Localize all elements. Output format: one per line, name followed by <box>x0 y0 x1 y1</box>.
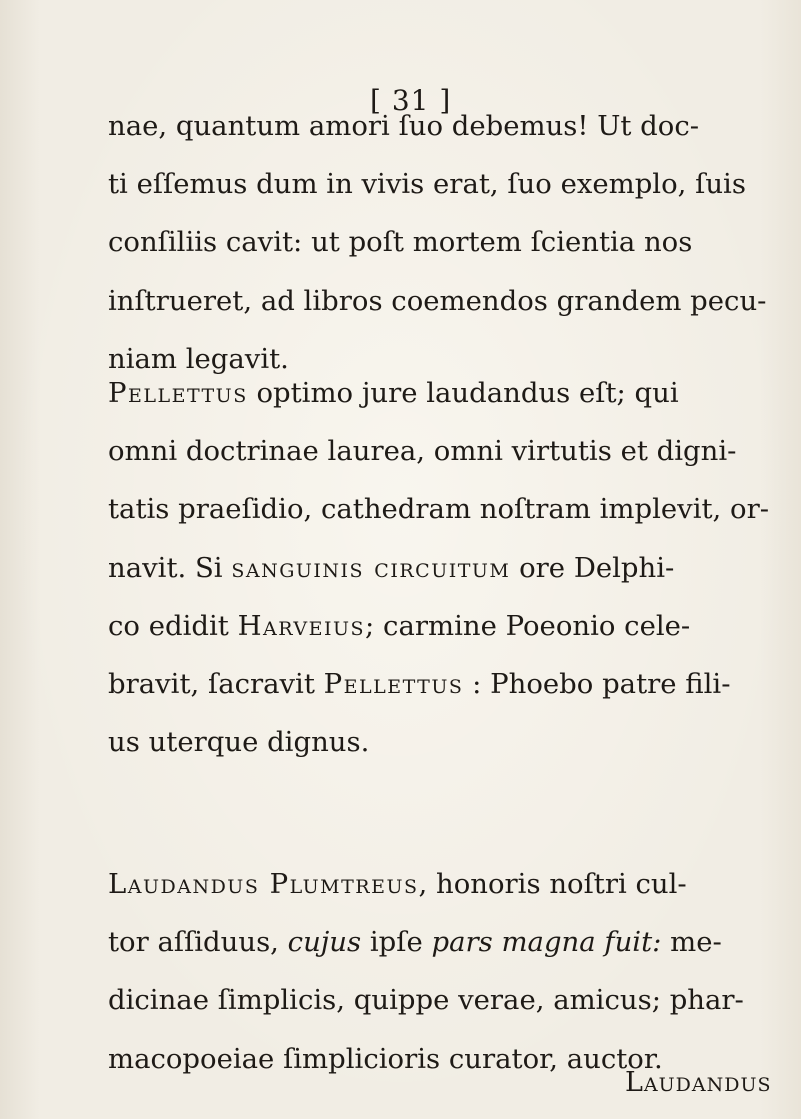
text-line <box>108 364 768 422</box>
text-line: tatis praeſidio, cathedram noſtram implevit, or- <box>108 493 770 526</box>
text-line: omni doctrinae laurea, omni virtutis et digni- <box>108 435 737 468</box>
text-run: bravit, ſacravit <box>108 667 324 700</box>
text-line: ti eſſemus dum in vivis erat, ſuo exemplo, ſuis <box>108 168 746 201</box>
text-run: : Phoebo patre fili- <box>463 667 731 700</box>
text-line <box>108 539 768 597</box>
text-line: inſtrueret, ad libros coemendos grandem pecu- <box>108 284 767 317</box>
text-run: , honoris noſtri cul- <box>418 868 687 900</box>
text-run: optimo jure laudandus eſt; qui <box>247 377 679 409</box>
text-line: dicinae ſimplicis, quippe verae, amicus; phar- <box>108 984 744 1017</box>
text-line: macopoeiae ſimplicioris curator, auctor. <box>108 1042 663 1075</box>
paragraph-3 <box>108 855 768 1088</box>
name-laudandus-plumtreus: Laudandus Plumtreus <box>108 868 419 900</box>
text-run: ipſe <box>361 926 432 959</box>
text-line: nae, quantum amori ſuo debemus! Ut doc- <box>108 110 700 142</box>
phrase-sanguinis-circuitum: sanguinis circuitum <box>231 551 511 584</box>
text-line <box>108 913 768 971</box>
text-line: niam legavit. <box>108 342 289 375</box>
text-line <box>108 597 768 655</box>
paragraph-1 <box>108 97 768 388</box>
page-number: [ 31 ] <box>370 84 452 117</box>
name-pellettus: Pellettus <box>108 377 248 409</box>
text-run: me- <box>661 926 722 959</box>
text-line: conſiliis cavit: ut poſt mortem ſcientia nos <box>108 226 693 259</box>
italic-cujus: cujus <box>287 926 362 959</box>
text-run: navit. Si <box>108 551 232 584</box>
name-harveius: Harveius <box>237 609 366 642</box>
text-line <box>108 655 768 713</box>
catchword: Laudandus <box>625 1067 772 1098</box>
text-run: ; carmine Poeonio cele- <box>365 609 691 642</box>
text-run: ore Delphi- <box>510 551 675 584</box>
text-run: tor aſſiduus, <box>108 926 288 959</box>
paragraph-2 <box>108 364 768 771</box>
name-pellettus: Pellettus <box>323 667 464 700</box>
text-run: co edidit <box>108 609 238 642</box>
italic-pars-magna-fuit: pars magna fuit: <box>431 926 662 959</box>
text-line <box>108 855 768 913</box>
text-line: us uterque dignus. <box>108 726 370 759</box>
